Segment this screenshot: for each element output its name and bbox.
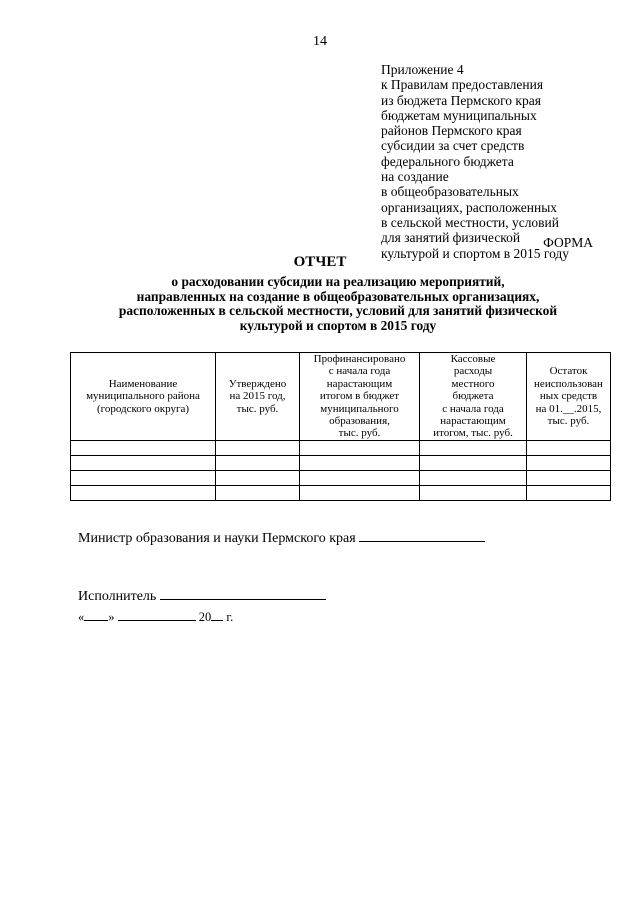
appendix-line: в общеобразовательных [381,184,519,200]
report-subtitle [60,275,616,333]
minister-label: Министр образования и науки Пермского края [78,531,356,546]
appendix-line: на создание [381,169,449,185]
appendix-line: районов Пермского края [381,123,522,139]
report-subtitle-line: о расходовании субсидии на реализацию мероприятий, [171,274,505,289]
table-header-text: расходы [453,365,493,378]
table-cell[interactable] [527,470,611,485]
table-cell[interactable] [216,440,300,455]
date-open-quote: « [78,610,85,624]
form-label: ФОРМА [543,235,593,250]
report-title: ОТЧЕТ [293,254,347,270]
table-header-row [71,353,611,441]
table-header-text: бюджета [452,390,494,403]
table-header-text: с начала года [442,402,504,415]
appendix-line: из бюджета Пермского края [381,92,541,108]
table-header-cell [71,353,216,441]
table-cell[interactable] [527,455,611,470]
table-cell[interactable] [420,440,527,455]
table-header-text: муниципального района [86,390,200,403]
date-line [78,607,233,625]
table-header-cell [216,353,300,441]
date-year-blank[interactable] [211,607,223,621]
appendix-line: для занятий физической [381,230,521,246]
table-header-text: Утверждено [228,377,287,390]
table-header-cell [527,353,611,441]
table-cell[interactable] [300,440,420,455]
table-header-text: нарастающим [326,377,393,390]
table-header-text: нарастающим [440,415,506,428]
page-number: 14 [313,34,327,49]
appendix-line: к Правилам предоставления [381,77,544,93]
table-cell[interactable] [71,485,216,500]
table-cell[interactable] [71,455,216,470]
table-row [71,470,611,485]
executor-signature-line [78,586,326,605]
table-header-text: тыс. руб. [547,415,590,428]
table-header-text: на 01.__.2015, [535,402,602,415]
table-header-cell [420,353,527,441]
report-subtitle-line: направленных на создание в общеобразовательных организациях, [136,288,540,304]
table-header-text: местного [451,377,495,390]
table-header-text: муниципального [320,402,399,415]
table-header-text: Наименование [108,377,178,390]
executor-signature-blank[interactable] [160,586,326,600]
date-close-quote: » [108,610,115,624]
appendix-line: бюджетам муниципальных [381,107,537,123]
table-body [71,440,611,500]
appendix-line: субсидии за счет средств [381,138,525,154]
table-cell[interactable] [71,470,216,485]
table-cell[interactable] [527,440,611,455]
table-header-text: Профинансировано [313,353,406,365]
table-cell[interactable] [300,470,420,485]
date-month-blank[interactable] [118,607,196,621]
table-cell[interactable] [300,455,420,470]
date-year-prefix: 20 [198,610,212,624]
table-row [71,455,611,470]
report-table [70,352,611,501]
table-row [71,485,611,500]
appendix-line: организациях, расположенных [381,199,558,215]
date-day-blank[interactable] [84,607,108,621]
table-cell[interactable] [216,455,300,470]
table-header-text: (городского округа) [96,402,190,415]
table-header-text: Кассовые [450,353,496,365]
table-cell[interactable] [420,470,527,485]
table-row [71,440,611,455]
table-header-cell [300,353,420,441]
table-cell[interactable] [300,485,420,500]
table-header-text: Остаток [549,365,588,378]
report-subtitle-line: культурой и спортом в 2015 году [239,317,437,333]
table-header-text: ных средств [539,390,598,403]
table-cell[interactable] [527,485,611,500]
table-cell[interactable] [71,440,216,455]
table-header-text: на 2015 год, [229,390,286,403]
table-header-text: тыс. руб. [236,402,279,415]
table-header-text: тыс. руб. [338,427,381,440]
table-header-text: образования, [329,415,390,428]
table-header-text: неиспользован [534,377,603,390]
appendix-line: федерального бюджета [381,153,514,169]
executor-label: Исполнитель [78,589,157,604]
table-header-text: с начала года [328,365,391,378]
table-cell[interactable] [420,485,527,500]
appendix-line: в сельской местности, условий [381,214,559,230]
table-header-text: итогом, тыс. руб. [433,427,513,440]
appendix-note [381,62,569,261]
table-cell[interactable] [216,485,300,500]
appendix-line: Приложение 4 [381,62,464,77]
table-cell[interactable] [420,455,527,470]
minister-signature-line [78,528,485,547]
report-subtitle-line: расположенных в сельской местности, условий для занятий физической [118,303,558,319]
minister-signature-blank[interactable] [359,528,485,542]
date-year-suffix: г. [226,610,234,624]
table-header-text: итогом в бюджет [319,390,400,403]
appendix-line: культурой и спортом в 2015 году [381,245,570,261]
table-cell[interactable] [216,470,300,485]
